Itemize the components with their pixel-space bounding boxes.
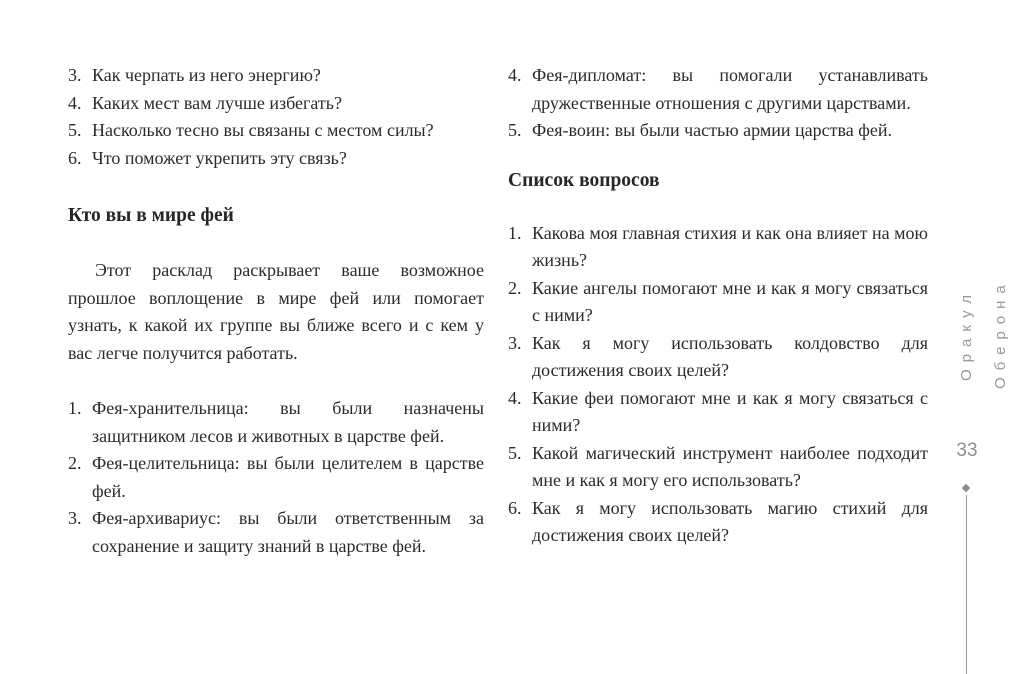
list-item	[508, 495, 928, 550]
list-text: Как я могу использовать колдовство для достижения своих целей?	[532, 332, 928, 380]
list-text: Фея-хранительница: вы были назначены защитником лесов и животных в царстве фей.	[92, 398, 484, 446]
page-number: 33	[956, 440, 978, 461]
list-number: 4.	[508, 65, 522, 85]
list-text: Насколько тесно вы связаны с местом силы?	[92, 120, 434, 140]
list-item	[508, 62, 928, 117]
list-number: 6.	[68, 147, 82, 168]
list-text: Фея-дипломат: вы помогали устанавливать дружественные отношения с другими царствами.	[532, 65, 928, 113]
question-list	[508, 220, 928, 550]
list-number: 1.	[508, 222, 522, 243]
list-item	[508, 220, 928, 275]
top-question-list	[68, 62, 484, 172]
diamond-ornament-icon	[962, 484, 970, 492]
list-number: 3.	[508, 332, 522, 353]
running-book-title: Оракул Оберона	[958, 278, 1009, 390]
list-text: Каких мест вам лучше избегать?	[92, 92, 342, 113]
list-item	[68, 117, 484, 145]
list-item	[68, 450, 484, 505]
list-item	[508, 385, 928, 440]
list-text: Какие феи помогают мне и как я могу связаться с ними?	[532, 387, 928, 435]
list-item	[508, 330, 928, 385]
list-text: Фея-воин: вы были частью армии царства фей.	[532, 120, 893, 140]
list-text: Какие ангелы помогают мне и как я могу связаться с ними?	[532, 277, 928, 325]
list-item	[508, 440, 928, 495]
vertical-rule	[966, 495, 967, 674]
list-text: Какой магический инструмент наиболее подходит мне и как я могу его использовать?	[532, 442, 928, 490]
fairy-type-list-continued	[508, 62, 928, 145]
section-heading-questions: Список вопросов	[508, 169, 660, 191]
list-item	[68, 395, 484, 450]
intro-paragraph: Этот расклад раскрывает ваше возможное прошлое воплощение в мире фей или помогает узнать, к какой их группе вы ближе всего и с кем у вас легче получится работать.	[68, 260, 484, 363]
list-number: 2.	[68, 453, 82, 473]
list-number: 6.	[508, 497, 522, 518]
list-text: Как черпать из него энергию?	[92, 65, 321, 85]
list-number: 3.	[68, 508, 82, 528]
list-item	[68, 90, 484, 118]
list-item	[68, 62, 484, 90]
list-number: 5.	[508, 120, 522, 140]
list-text: Фея-архивариус: вы были ответственным за сохранение и защиту знаний в царстве фей.	[92, 508, 484, 556]
list-number: 5.	[508, 442, 522, 463]
right-column	[508, 62, 928, 550]
list-item	[68, 505, 484, 560]
fairy-type-list	[68, 395, 484, 560]
list-text: Фея-целительница: вы были целителем в царстве фей.	[92, 453, 484, 501]
list-text: Что поможет укрепить эту связь?	[92, 147, 347, 168]
list-item	[508, 275, 928, 330]
section-heading-fairy-world: Кто вы в мире фей	[68, 205, 234, 226]
list-number: 1.	[68, 398, 82, 418]
list-text: Какова моя главная стихия и как она влияет на мою жизнь?	[532, 222, 928, 270]
list-item	[508, 117, 928, 145]
list-text: Как я могу использовать магию стихий для достижения своих целей?	[532, 497, 928, 545]
page-sidebar	[950, 222, 1009, 674]
list-item	[68, 145, 484, 173]
list-number: 5.	[68, 120, 82, 140]
list-number: 4.	[68, 92, 82, 113]
list-number: 3.	[68, 65, 82, 85]
list-number: 2.	[508, 277, 522, 298]
list-number: 4.	[508, 387, 522, 408]
left-column	[68, 62, 484, 560]
